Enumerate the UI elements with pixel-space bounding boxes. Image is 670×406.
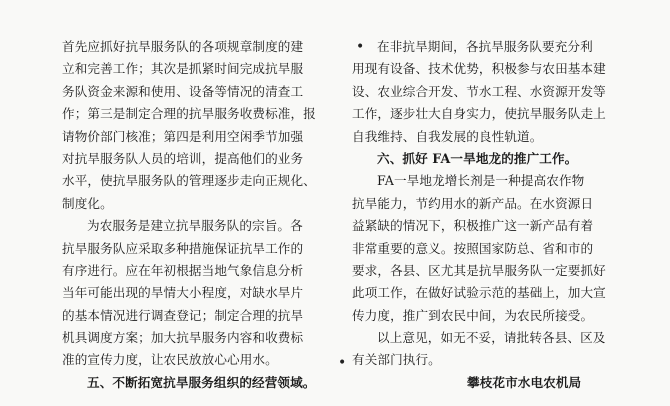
text-line: 的基本情况进行调查登记；制定合理的抗旱 [62, 307, 304, 323]
text-line: 立和完善工作；其次是抓紧时间完成抗旱服 [62, 61, 304, 77]
text-line: 益紧缺的情况下，积极推广这一新产品有着 [352, 218, 594, 234]
text-line: 为农服务是建立抗旱服务队的宗旨。各 [87, 218, 303, 234]
text-line: 有序进行。应在年初根据当地气象信息分析 [62, 262, 304, 278]
text-line: 传力度，推广到农民中间，为农民所接受。 [352, 307, 594, 323]
text-line: 制度化。 [62, 195, 113, 211]
text-line: 水平，使抗旱服务队的管理逐步走向正规化、 [62, 173, 316, 189]
text-line: 工作，逐步壮大自身实力，使抗旱服务队走上 [352, 106, 606, 122]
text-line: 要求，各县、区尤其是抗旱服务队一定要抓好 [352, 262, 606, 278]
text-line: 对抗旱服务队人员的培训，提高他们的业务 [62, 150, 304, 166]
signature-line: 攀枝花市水电农机局 [467, 374, 582, 390]
text-line: 当年可能出现的旱情大小程度，对缺水旱片 [62, 285, 304, 301]
scan-speck: • [338, 355, 347, 371]
left-column [62, 36, 324, 394]
text-line: 以上意见，如无不妥，请批转各县、区及 [377, 330, 606, 346]
text-line: 自我维持、自我发展的良性轨道。 [352, 128, 543, 144]
text-line: FA一旱地龙增长剂是一种提高农作物 [377, 173, 585, 189]
text-line: 机具调度方案；加大抗旱服务内容和收费标 [62, 330, 304, 346]
text-line: 抗旱服务队应采取多种措施保证抗旱工作的 [62, 240, 304, 256]
text-line: 作；第三是制定合理的抗旱服务收费标准，报 [62, 106, 316, 122]
text-line: 务队资金来源和使用、设备等情况的清查工 [62, 83, 304, 99]
text-line: 用现有设备、技术优势，积极参与农田基本建 [352, 61, 606, 77]
scan-speck: • [356, 39, 365, 55]
text-line: 请物价部门核准；第四是利用空闲季节加强 [62, 128, 304, 144]
text-line: 非常重要的意义。按照国家防总、省和市的 [352, 240, 594, 256]
text-line: 抗旱能力，节约用水的新产品。在水资源日 [352, 195, 594, 211]
text-line: 在非抗旱期间，各抗旱服务队要充分利 [377, 39, 593, 54]
text-line: 准的宣传力度，让农民放放心心用水。 [62, 352, 278, 368]
text-line: 首先应抓好抗旱服务队的各项规章制度的建 [62, 39, 304, 54]
text-line: 此项工作，在做好试验示范的基础上，加大宣 [352, 285, 606, 301]
section-heading: 五、不断拓宽抗旱服务组织的经营领域。 [87, 374, 316, 390]
text-line: 有关部门执行。 [352, 352, 441, 368]
right-column [352, 36, 617, 394]
text-line: 设、农业综合开发、节水工程、水资源开发等 [352, 83, 606, 99]
section-heading: 六、抓好 FA一旱地龙的推广工作。 [377, 150, 578, 166]
